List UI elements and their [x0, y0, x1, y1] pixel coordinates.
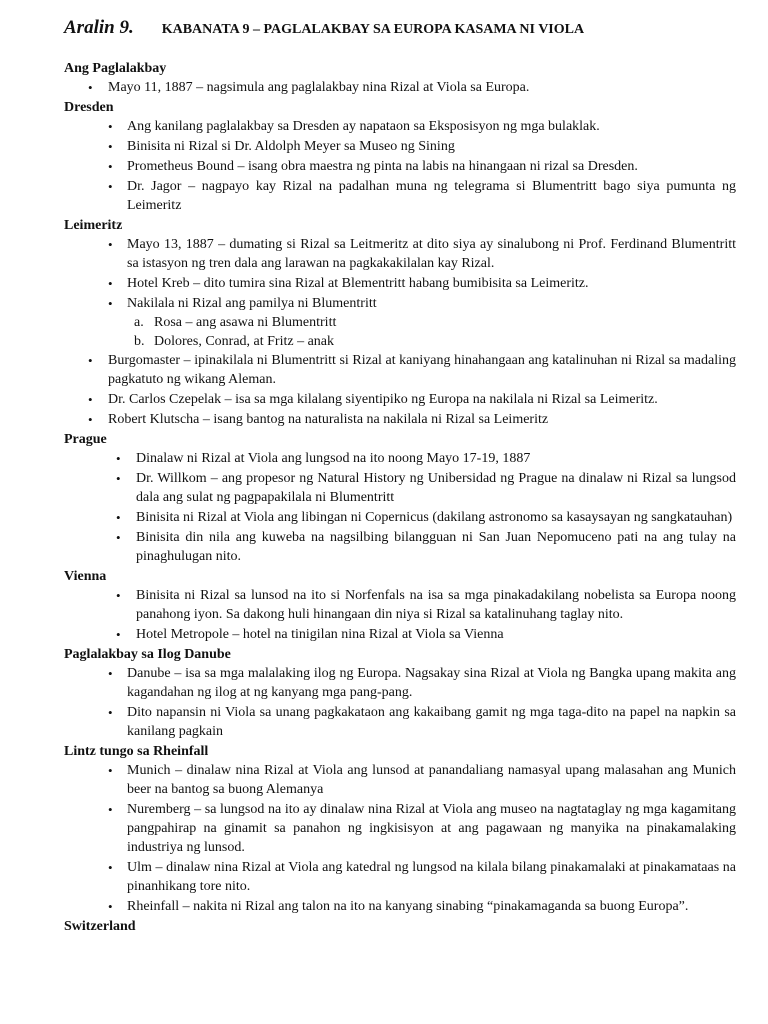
list-item: • Dr. Carlos Czepelak – isa sa mga kilalang siyentipiko ng Europa na nakilala ni Rizal sa Leimeritz.: [64, 390, 736, 409]
list-item: • Mayo 11, 1887 – nagsimula ang paglalakbay nina Rizal at Viola sa Europa.: [64, 78, 736, 97]
list-item: • Rheinfall – nakita ni Rizal ang talon na ito na kanyang sinabing “pinakamaganda sa buong Europa”.: [64, 897, 736, 916]
list-item: • Nuremberg – sa lungsod na ito ay dinalaw nina Rizal at Viola ang museo na nagtataglay ng mga kagamitang pangpahirap na ginamit sa panahon ng ingkisisyon at ang pagawaan ng manyika na pinakamalaking industriya ng lunsod.: [64, 800, 736, 857]
list-item: • Dr. Willkom – ang propesor ng Natural History ng Unibersidad ng Prague na dinalaw ni Rizal sa lungsod dala ang sulat ng pagpapakilala ni Blumentritt: [64, 469, 736, 507]
blumentritt-family-list: [64, 313, 736, 351]
section-heading-lintz: Lintz tungo sa Rheinfall: [64, 744, 209, 759]
sub-list-marker: a.: [134, 315, 144, 330]
vienna-list: [64, 586, 736, 644]
list-item: • Dr. Jagor – nagpayo kay Rizal na padalhan muna ng telegrama si Blumentritt bago siya pumunta ng Leimeritz: [64, 177, 736, 215]
lesson-number: Aralin 9.: [64, 17, 134, 38]
section-heading-vienna: Vienna: [64, 569, 107, 584]
danube-list: [64, 664, 736, 741]
list-item: • Nakilala ni Rizal ang pamilya ni Blumentritt: [64, 294, 736, 313]
section-heading-prague: Prague: [64, 432, 107, 447]
paglalakbay-list: [64, 78, 736, 97]
list-item: • Robert Klutscha – isang bantog na naturalista na nakilala ni Rizal sa Leimeritz: [64, 410, 736, 429]
leimeritz-list: [64, 235, 736, 313]
chapter-title: KABANATA 9 – PAGLALAKBAY SA EUROPA KASAMA NI VIOLA: [161, 22, 585, 37]
list-item: • Binisita ni Rizal sa lunsod na ito si Norfenfals na isa sa mga pinakadakilang nobelista sa Europa noong panahong iyon. Sa dakong huli hinangaan din niya si Rizal sa katalinuhang taglay nito.: [64, 586, 736, 624]
sub-list-item: [64, 313, 736, 332]
list-item: • Binisita ni Rizal at Viola ang libingan ni Copernicus (dakilang astronomo sa kasaysayan ng sangkatauhan): [64, 508, 736, 527]
sub-list-text: Dolores, Conrad, at Fritz – anak: [154, 334, 335, 349]
section-heading-danube: Paglalakbay sa Ilog Danube: [64, 647, 231, 662]
list-item: • Binisita din nila ang kuweba na nagsilbing bilangguan ni San Juan Nepomuceno pati na ang tulay na pinaghulugan nito.: [64, 528, 736, 566]
document-header: [64, 18, 736, 39]
section-heading-dresden: Dresden: [64, 100, 114, 115]
list-item: • Mayo 13, 1887 – dumating si Rizal sa Leitmeritz at dito siya ay sinalubong ni Prof. Ferdinand Blumentritt sa istasyon ng tren dala ang larawan na pagkakakilalan kay Rizal.: [64, 235, 736, 273]
list-item: • Dito napansin ni Viola sa unang pagkakataon ang kakaibang gamit ng mga taga-dito na papel na napkin sa kanilang pagkain: [64, 703, 736, 741]
dresden-list: [64, 117, 736, 215]
lintz-list: [64, 761, 736, 916]
list-item: • Danube – isa sa mga malalaking ilog ng Europa. Nagsakay sina Rizal at Viola ng Bangka upang makita ang kagandahan ng ilog at ng kanyang mga pang-pang.: [64, 664, 736, 702]
prague-list: [64, 449, 736, 566]
section-heading-paglalakbay: Ang Paglalakbay: [64, 61, 167, 76]
leimeritz-outer-list: [64, 351, 736, 429]
section-heading-leimeritz: Leimeritz: [64, 218, 123, 233]
list-item: • Munich – dinalaw nina Rizal at Viola ang lunsod at panandaliang namasyal upang malasahan ang Munich beer na bantog sa buong Alemanya: [64, 761, 736, 799]
sub-list-marker: b.: [134, 334, 145, 349]
list-item: • Ulm – dinalaw nina Rizal at Viola ang katedral ng lungsod na kilala bilang pinakamalaki at pinakamataas na pinanhikang tore nito.: [64, 858, 736, 896]
list-item: • Dinalaw ni Rizal at Viola ang lungsod na ito noong Mayo 17-19, 1887: [64, 449, 736, 468]
sub-list-item: [64, 332, 736, 351]
list-item: • Ang kanilang paglalakbay sa Dresden ay napataon sa Eksposisyon ng mga bulaklak.: [64, 117, 736, 136]
list-item: • Burgomaster – ipinakilala ni Blumentritt si Rizal at kaniyang hinahangaan ang katalinuhan ni Rizal sa madaling pagkatuto ng wikang Aleman.: [64, 351, 736, 389]
list-item: • Hotel Metropole – hotel na tinigilan nina Rizal at Viola sa Vienna: [64, 625, 736, 644]
list-item: • Binisita ni Rizal si Dr. Aldolph Meyer sa Museo ng Sining: [64, 137, 736, 156]
list-item: • Hotel Kreb – dito tumira sina Rizal at Blementritt habang bumibisita sa Leimeritz.: [64, 274, 736, 293]
sub-list-text: Rosa – ang asawa ni Blumentritt: [154, 315, 337, 330]
list-item: • Prometheus Bound – isang obra maestra ng pinta na labis na hinangaan ni rizal sa Dresden.: [64, 157, 736, 176]
section-heading-switzerland: Switzerland: [64, 919, 136, 934]
